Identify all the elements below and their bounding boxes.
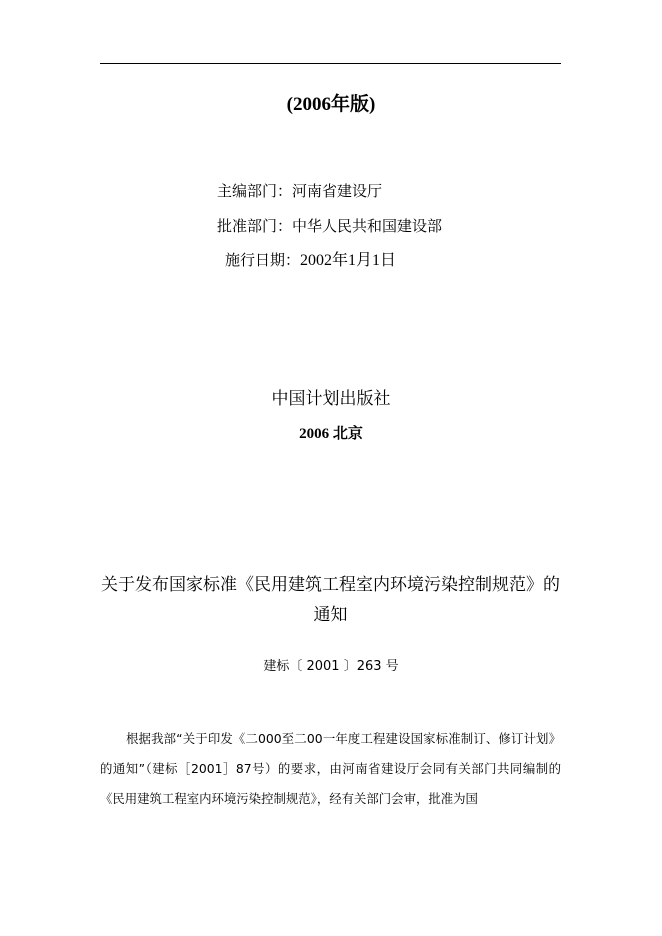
editor-value: 河南省建设厅 <box>292 182 383 200</box>
approver-line <box>217 216 442 236</box>
editor-label: 主编部门： <box>217 182 293 200</box>
effective-date-line <box>225 250 396 271</box>
edition-label: (2006年版) <box>286 94 376 115</box>
editor-line <box>217 181 382 201</box>
approver-value: 中华人民共和国建设部 <box>292 217 443 235</box>
effective-date-value: 2002年1月1日 <box>300 252 397 269</box>
notice-title: 关于发布国家标准《民用建筑工程室内环境污染控制规范》的通知 <box>101 575 560 625</box>
approver-label: 批准部门： <box>217 217 293 235</box>
publish-place: 2006 北京 <box>299 426 363 442</box>
effective-date-label: 施行日期： <box>225 251 301 269</box>
document-number: 建标〔 2001 〕263 号 <box>263 659 399 674</box>
top-rule <box>100 63 561 64</box>
notice-body-paragraph: 根据我部“关于印发《二000至二00一年度工程建设国家标准制订、修订计划》的通知”（建标［2001］87号）的要求，由河南省建设厅会同有关部门共同编制的《民用建筑工程室内环境污染控制规范》，经有关部门会审，批准为国 <box>100 731 561 806</box>
publisher-name: 中国计划出版社 <box>271 389 391 409</box>
